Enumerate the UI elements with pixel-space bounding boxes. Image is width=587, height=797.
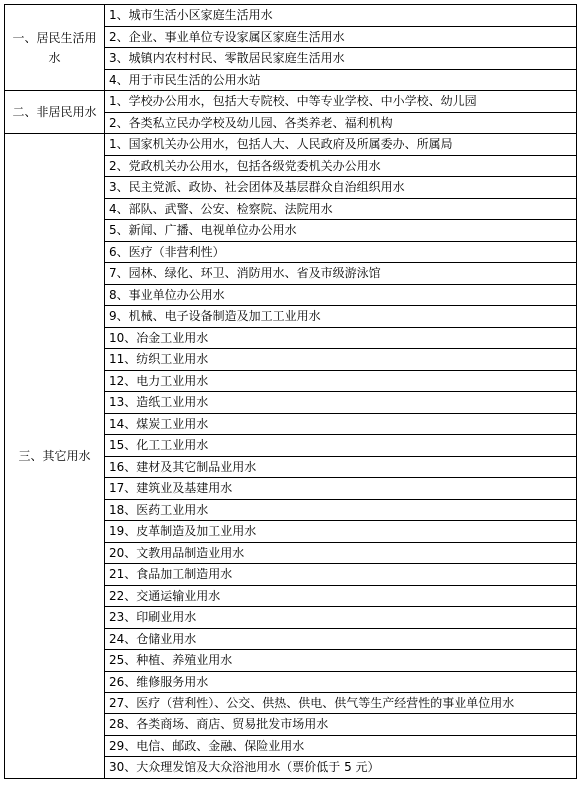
item-cell: 4、部队、武警、公安、检察院、法院用水 <box>105 198 577 220</box>
category-cell: 一、居民生活用水 <box>5 5 105 91</box>
table-row <box>5 5 577 27</box>
item-cell: 11、纺织工业用水 <box>105 349 577 371</box>
item-cell: 28、各类商场、商店、贸易批发市场用水 <box>105 714 577 736</box>
item-cell: 4、用于市民生活的公用水站 <box>105 69 577 91</box>
item-cell: 22、交通运输业用水 <box>105 585 577 607</box>
item-cell: 26、维修服务用水 <box>105 671 577 693</box>
item-cell: 2、各类私立民办学校及幼儿园、各类养老、福利机构 <box>105 112 577 134</box>
table-body <box>5 5 577 779</box>
item-cell: 5、新闻、广播、电视单位办公用水 <box>105 220 577 242</box>
item-cell: 9、机械、电子设备制造及加工工业用水 <box>105 306 577 328</box>
item-cell: 23、印刷业用水 <box>105 607 577 629</box>
item-cell: 6、医疗（非营利性） <box>105 241 577 263</box>
item-cell: 30、大众理发馆及大众浴池用水（票价低于 5 元） <box>105 757 577 779</box>
table-row <box>5 91 577 113</box>
category-cell: 三、其它用水 <box>5 134 105 779</box>
item-cell: 1、国家机关办公用水，包括人大、人民政府及所属委办、所属局 <box>105 134 577 156</box>
item-cell: 29、电信、邮政、金融、保险业用水 <box>105 735 577 757</box>
water-usage-table-container <box>4 4 577 779</box>
item-cell: 7、园林、绿化、环卫、消防用水、省及市级游泳馆 <box>105 263 577 285</box>
item-cell: 17、建筑业及基建用水 <box>105 478 577 500</box>
item-cell: 8、事业单位办公用水 <box>105 284 577 306</box>
item-cell: 10、冶金工业用水 <box>105 327 577 349</box>
item-cell: 1、学校办公用水，包括大专院校、中等专业学校、中小学校、幼儿园 <box>105 91 577 113</box>
item-cell: 19、皮革制造及加工业用水 <box>105 521 577 543</box>
item-cell: 18、医药工业用水 <box>105 499 577 521</box>
item-cell: 2、企业、事业单位专设家属区家庭生活用水 <box>105 26 577 48</box>
item-cell: 13、造纸工业用水 <box>105 392 577 414</box>
item-cell: 2、党政机关办公用水，包括各级党委机关办公用水 <box>105 155 577 177</box>
item-cell: 27、医疗（营利性）、公交、供热、供电、供气等生产经营性的事业单位用水 <box>105 693 577 714</box>
item-cell: 14、煤炭工业用水 <box>105 413 577 435</box>
item-cell: 12、电力工业用水 <box>105 370 577 392</box>
water-usage-classification-table <box>4 4 577 779</box>
table-row <box>5 134 577 156</box>
item-cell: 21、食品加工制造用水 <box>105 564 577 586</box>
item-cell: 15、化工工业用水 <box>105 435 577 457</box>
item-cell: 24、仓储业用水 <box>105 628 577 650</box>
category-cell: 二、非居民用水 <box>5 91 105 134</box>
item-cell: 20、文教用品制造业用水 <box>105 542 577 564</box>
item-cell: 16、建材及其它制品业用水 <box>105 456 577 478</box>
item-cell: 25、种植、养殖业用水 <box>105 650 577 672</box>
item-cell: 1、城市生活小区家庭生活用水 <box>105 5 577 27</box>
item-cell: 3、民主党派、政协、社会团体及基层群众自治组织用水 <box>105 177 577 199</box>
item-cell: 3、城镇内农村村民、零散居民家庭生活用水 <box>105 48 577 70</box>
